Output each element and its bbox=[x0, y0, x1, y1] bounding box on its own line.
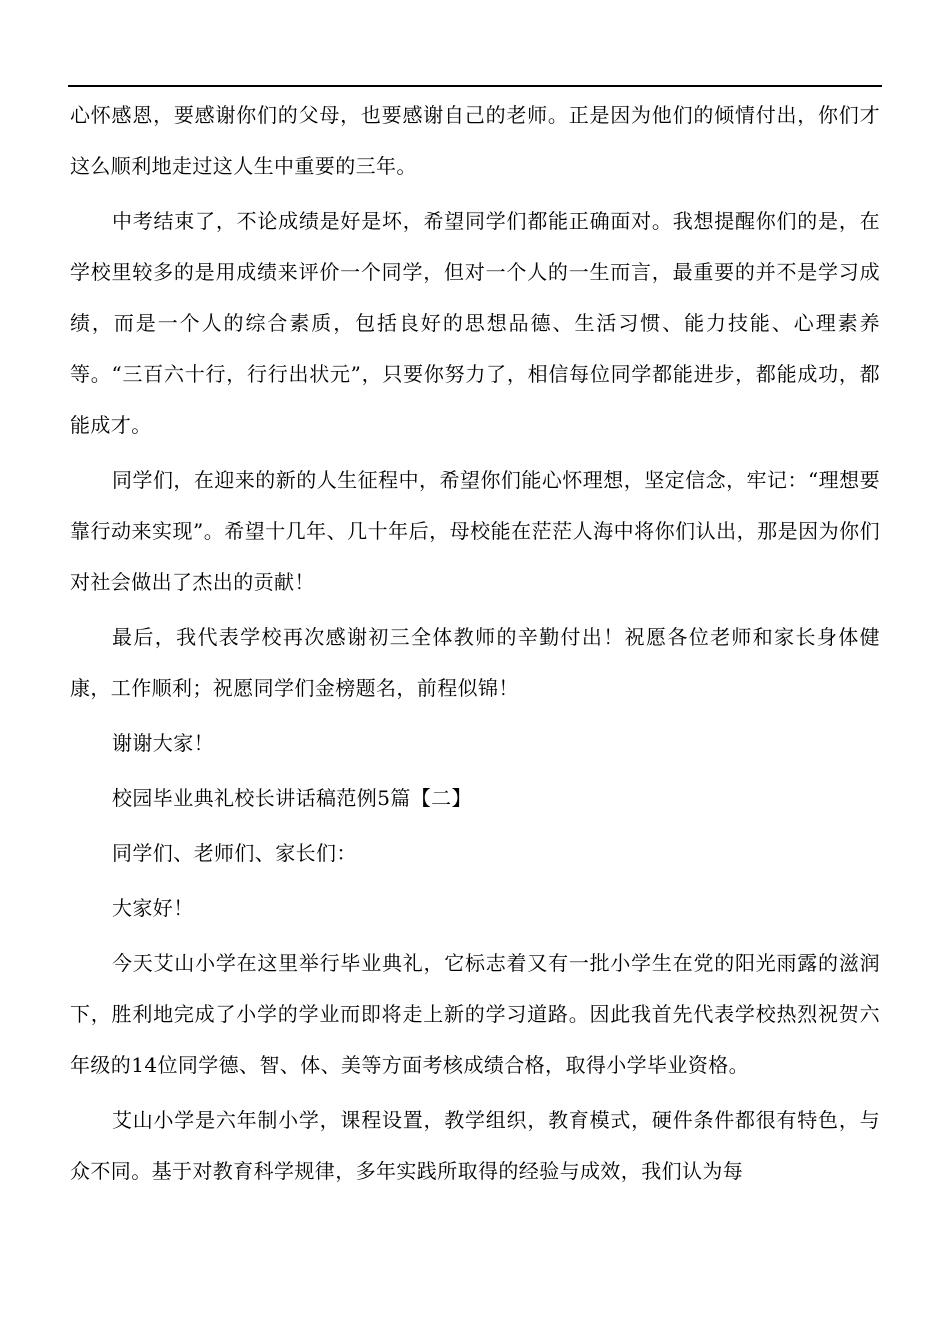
document-body bbox=[70, 90, 880, 1201]
paragraph-1: 心怀感恩，要感谢你们的父母，也要感谢自己的老师。正是因为他们的倾情付出，你们才这么顺利地走过这人生中重要的三年。 bbox=[70, 103, 880, 178]
paragraph-6: 艾山小学是六年制小学，课程设置，教学组织，教育模式，硬件条件都很有特色，与众不同。基于对教育科学规律，多年实践所取得的经验与成效，我们认为每 bbox=[70, 1108, 880, 1183]
paragraph-thanks: 谢谢大家！ bbox=[112, 731, 214, 755]
paragraph-3: 同学们，在迎来的新的人生征程中，希望你们能心怀理想，坚定信念，牢记：“理想要靠行动来实现”。希望十几年、几十年后，母校能在茫茫人海中将你们认出，那是因为你们对社会做出了杰出的贡献！ bbox=[70, 468, 880, 594]
paragraph-4: 最后，我代表学校再次感谢初三全体教师的辛勤付出！祝愿各位老师和家长身体健康，工作顺利；祝愿同学们金榜题名，前程似锦！ bbox=[70, 625, 880, 700]
paragraph-2: 中考结束了，不论成绩是好是坏，希望同学们都能正确面对。我想提醒你们的是，在学校里较多的是用成绩来评价一个同学，但对一个人的一生而言，最重要的并不是学习成绩，而是一个人的综合素质，包括良好的思想品德、生活习惯、能力技能、心理素养等。“三百六十行，行行出状元”，只要你努力了，相信每位同学都能进步，都能成功，都能成才。 bbox=[70, 209, 880, 437]
section-heading: 校园毕业典礼校长讲话稿范例5篇【二】 bbox=[112, 786, 472, 810]
greeting: 大家好！ bbox=[112, 896, 194, 920]
header-rule bbox=[68, 85, 882, 87]
paragraph-5: 今天艾山小学在这里举行毕业典礼，它标志着又有一批小学生在党的阳光雨露的滋润下，胜利地完成了小学的学业而即将走上新的学习道路。因此我首先代表学校热烈祝贺六年级的14位同学德、智、体、美等方面考核成绩合格，取得小学毕业资格。 bbox=[70, 951, 880, 1077]
salutation: 同学们、老师们、家长们： bbox=[112, 841, 357, 865]
